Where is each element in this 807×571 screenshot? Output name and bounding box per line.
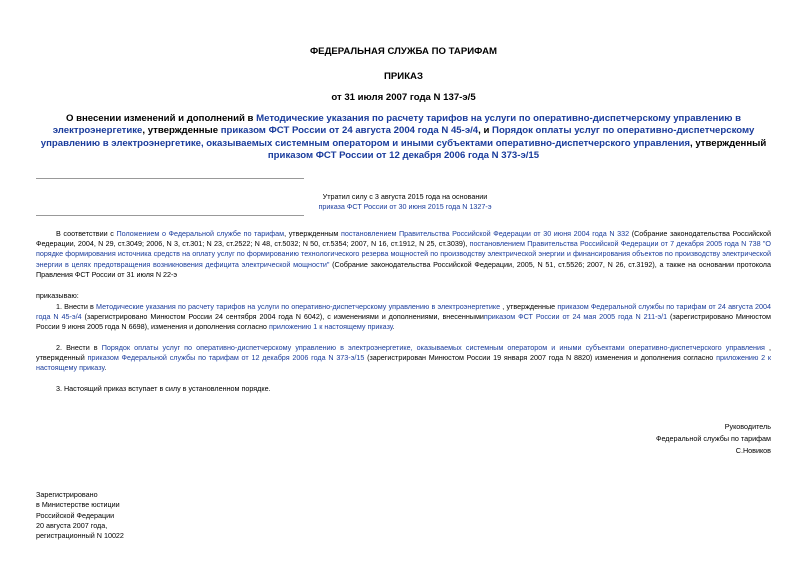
link-fts-regulation[interactable]: Положением о Федеральной службе по тарифам [116, 229, 285, 238]
link-appendix-1[interactable]: приложению 1 к настоящему приказу [268, 322, 393, 332]
preamble-text: В соответствии с [56, 229, 117, 238]
registration-line: Российской Федерации [36, 510, 115, 520]
document-title [36, 113, 771, 163]
signature-block [656, 421, 771, 457]
title-text: , утвержденные [142, 125, 221, 137]
item-1-text: . [392, 322, 395, 332]
link-payment-procedure[interactable]: Порядок оплаты услуг по оперативно-диспетчерскому управлению в электроэнергетике, оказываемых системным оператором и иными субъектами оперативно-диспетчерского управления [101, 343, 765, 352]
preamble-text: , утвержденным [284, 229, 341, 238]
agency-heading: ФЕДЕРАЛЬНАЯ СЛУЖБА ПО ТАРИФАМ [309, 46, 498, 57]
title-link-order-45[interactable]: приказом ФСТ России от 24 августа 2004 года N 45-э/4 [220, 125, 479, 137]
registration-line: регистрационный N 10022 [36, 531, 124, 541]
title-text: О внесении изменений и дополнений в [65, 113, 257, 124]
signature-organization: Федеральной службы по тарифам [656, 434, 771, 443]
lost-force-note [300, 192, 510, 212]
registration-line: 20 августа 2007 года, [36, 520, 108, 530]
title-link-order-373[interactable]: приказом ФСТ России от 12 декабря 2006 года N 373-э/15 [267, 150, 540, 162]
item-1-text: 1. Внести в [56, 302, 97, 311]
link-order-211[interactable]: приказом ФСТ России от 24 мая 2005 года N 211-э/1 [483, 312, 668, 322]
item-2-text: (зарегистрирован Минюстом России 19 января 2007 года N 8820) изменения и дополнения согласно [364, 353, 717, 363]
link-order-373[interactable]: приказом Федеральной службы по тарифам от 12 декабря 2006 года N 373-э/15 [87, 353, 365, 363]
item-2-text: . [104, 363, 107, 373]
registration-line: в Министерстве юстиции [36, 500, 120, 510]
signature-position: Руководитель [724, 422, 771, 431]
lost-force-link[interactable]: приказа ФСТ России от 30 июня 2015 года N 1327-э [318, 202, 492, 211]
link-order-45[interactable]: приказом Федеральной службы по тарифам от 24 августа 2004 года N 45-э/4 [36, 302, 771, 322]
preamble-text: (Собрание законодательства Российской Федерации, 2004, N 29, ст.3049; 2006, N 3, ст.301; N 23, ст.2522; N 48, ст.5032; N 50, ст.5354; 2007, N 16, ст.1912, N 25, ст.3039), [36, 229, 772, 249]
registration-block [36, 490, 124, 541]
link-government-resolution-332[interactable]: постановлением Правительства Российской Федерации от 30 июня 2004 года N 332 [340, 229, 630, 238]
title-text: , утвержденный [689, 137, 767, 149]
item-2-paragraph [36, 343, 771, 374]
title-text: , и [478, 125, 493, 137]
preamble-text: (Собрание законодательства Российской Федерации, 2005, N 51, ст.5526; 2007, N 26, ст.3192), а также на основании протокола Правления ФСТ России от 31 июля N 22-э [36, 259, 771, 279]
item-3-paragraph: 3. Настоящий приказ вступает в силу в установленном порядке. [56, 384, 271, 393]
item-1-text: (зарегистрировано Минюстом России 9 июня 2005 года N 6698), изменения и дополнения согласно [36, 312, 772, 332]
title-link-payment-procedure[interactable]: Порядок оплаты услуг по оперативно-диспетчерскому управлению в электроэнергетике, оказываемых системным оператором и иными субъектами оперативно-диспетчерского управления [40, 125, 755, 149]
title-link-methodology[interactable]: Методические указания по расчету тарифов на услуги по оперативно-диспетчерскому управлению в электроэнергетике [52, 113, 742, 137]
document-date-number: от 31 июля 2007 года N 137-э/5 [331, 92, 476, 103]
registration-line: Зарегистрировано [36, 490, 98, 499]
signature-name: С.Новиков [735, 446, 771, 455]
divider-top [36, 178, 304, 179]
item-1-text: , утвержденные [500, 302, 558, 311]
item-2-text: 2. Внести в [56, 343, 102, 352]
preamble-paragraph [36, 229, 771, 280]
item-2-text: , утвержденный [36, 343, 772, 363]
orders-label: приказываю: [36, 291, 79, 300]
item-1-text: (зарегистрировано Минюстом России 24 сентября 2004 года N 6042), с изменениями и дополнениями, внесенными [81, 312, 484, 322]
link-methodology[interactable]: Методические указания по расчету тарифов на услуги по оперативно-диспетчерскому управлению в электроэнергетике [96, 302, 501, 311]
document-type-heading: ПРИКАЗ [384, 71, 423, 82]
lost-force-text: Утратил силу с 3 августа 2015 года на основании [322, 192, 488, 201]
link-government-resolution-738[interactable]: постановлением Правительства Российской Федерации от 7 декабря 2005 года N 738 "О порядке формирования источника средств на оплату услуг по формированию технологического резерва мощностей по производству электрической энергии и финансирования объектов по производству электрической энергии в целях предотвращения возникновения дефицита электрической мощности" [36, 239, 771, 269]
link-appendix-2[interactable]: приложению 2 к настоящему приказу [36, 353, 771, 373]
item-1-paragraph [36, 302, 771, 333]
divider-bottom [36, 215, 304, 216]
